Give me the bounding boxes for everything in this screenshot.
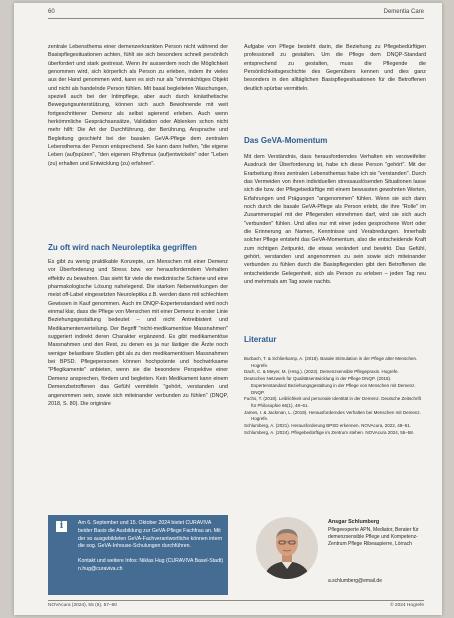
info-contact: Kontakt und weitere Infos: Niklas Hug (CURAVIVA Basel-Stadt) n.hug@curaviva.ch xyxy=(78,558,224,572)
page-number: 60 xyxy=(48,9,55,15)
section-heading-geva-momentum: Das GeVA-Momentum xyxy=(244,136,328,145)
literature-heading: Literatur xyxy=(244,335,277,344)
info-text: Am 6. September und 15. Oktober 2024 bietet CURAVIVA beider Basis die Ausbildung zur GeVA-Pflege Fachfrau an. Mit der so ausgebildeten GeVA-Fachverantwortliche können intern die sog. GeVA-Inhouse-Schulungen durchführen. xyxy=(78,520,223,550)
reference-item: James, I. & Jackman, L. (2019). Herausforderndes Verhalten bei Menschen mit Demenz. Hogrefe. xyxy=(244,409,421,422)
section-heading-neuroleptika: Zu oft wird nach Neuroleptika gegriffen xyxy=(48,243,197,252)
reference-item: Deutsches Netzwerk für Qualitätsentwicklung in der Pflege DNQP. (2018). Expertenstandard Beziehungsgestaltung in der Pflege von Menschen mit Demenz. DNQP. xyxy=(244,376,416,395)
reference-item: Schlumberg, A. (2021). Herausforderung BPSD erkennen. NOVAcura, 2022, 48–51. xyxy=(244,423,412,429)
reference-item: Dach, C. & Meyer, M. (Hrsg.). (2023). Demenzsensible Pflegepraxis. Hogrefe. xyxy=(244,369,399,375)
author-email[interactable]: a.schlumberg@email.de xyxy=(328,578,382,584)
author-affiliation: Pflegeexperte APN, Mediator, Berater für demenzsensible Pflege und Kompetenz-Zentrum Pflege Ribeaupierre, Lörrach xyxy=(328,527,419,548)
reference-list xyxy=(244,356,426,436)
reference-item: Burbach, T. & Schlierkamp, A. (2018). Basale Stimulation in der Pflege alter Menschen. Hogrefe. xyxy=(244,356,418,368)
info-box xyxy=(48,515,228,595)
reference-item: Fuchs, T. (2018). Leiblichkeit und personale Identität in der Demenz. Deutsche Zeitschrift für Philosophie 66(1), 48–61. xyxy=(244,396,422,408)
body-paragraph: Mit dem Verständnis, dass herausforderndes Verhalten ein verzweifelter Ausdruck der Überforderung ist, habe ich diese Person "gehört". Mit der Erarbeitung ihres zentralen Lebensthemas habe ich sie "verstanden". Durch das Vermeiden von ihren individuellen stressauslösenden Situationen lasse sich die bzw. der Pflegebedürftige mit einem bewussten gewohnten Werten, Erfahrungen und Prägungen "angenommen" fühlen. Wenn sie sich dann noch durch die basale GeVA-Pflege als Person erlebt, die ihre "Rolle" im Zusammenspiel mit der Pflegenden einnehmen darf, wird sie sich auch "verbunden" fühlen. Und alles nur mit einer jedes gesprochene Wort oder die Erinnerung an Namen, Kenntnisse und Verabredungen. Innerhalb solcher Pflege entsteht das GeVA-Momentum, also die entscheidende Kraft zum richtigen Zeitpunkt, die etwas verändert und bewirkt. Das Gefühl, gehört, verstanden und angenommen zu sein sowie sich miteinander verbunden zu fühlen durch die Basispflegenden gibt den Betroffenen die entscheidende Gelegenheit, sich als Person zu erleben – jeden Tag neu und mehrmals am Tag sowie nachts. xyxy=(244,154,426,286)
body-paragraph: Aufgabe von Pflege besteht darin, die Beziehung zu Pflegebedürftigen professionell zu gestalten. Um die Pflege dem DNQP-Standard entsprechend zu gestalten, muss die Pflegende die Persönlichkeitsgeschichte des Gegenübers kennen und dies ganz besonders in den alltäglichen Basispflegesituationen für die Betroffenen deutlich spürbar vermitteln. xyxy=(244,44,426,92)
author-name: Ansgar Schlumberg xyxy=(328,519,380,525)
page-header xyxy=(48,8,424,19)
footer-citation: NOVAcura (2024), 55 (6), 57–60 xyxy=(48,603,117,608)
body-paragraph: zentrale Lebensthema einer demenzerkrankten Person nicht während der Basispflegesituationen achten, fühlt sie sich besonders schnell persönlich überfordert und stark gestresst. Wenn ihr ausserdem noch die Möglichkeit genommen wird, sich körperlich als Person zu erleben, indem ihr vieles aus der Hand genommen wird, kann es sich nur als "ohnmächtiges Objekt und nicht als handelnde Person fühlen. Mit basal begleiteten Waschungen, speziell auch bei der Intimpflege, aber auch durch kinästhetische Bewegungsunterstützung, können sich auch Bewohnende mit weit fortgeschrittener Demenz als selbst agierend erleben. Auch wenn herkömmliche Gesprächsansätze, Validation oder Ablenken schon nicht mehr hilft: Die Art der Durchführung, der Berührung, Ansprache und Begleitung geschieht bei der basalen GeVA-Pflege dem zentralen Lebensthema der Person entsprechend. Sie kann dann helfen, "die eigene Leben (auf)spüren", "den eigenen Rhythmus (auf)entwickeln" oder "Leben (zu) erhalten und Entwicklung (zu) erfahren". xyxy=(48,44,228,167)
body-paragraph: Es gibt zu wenig praktikable Konzepte, um Menschen mit einer Demenz vor Überforderung und Stress bzw. vor herausforderndem Verhalten effektiv zu bewahren. Das sieht für viele die medizinische Schiene und eine pharmakologische Lösung nahelegend. Die starken Nebenwirkungen der meist off-Label eingesetzten Neuroleptika z.B. werden dann mit schlechtem Gewissen in Kauf genommen. Auch im DNQP-Expertenstandard wird noch einmal klar, dass die Pflege von Menschen mit einer Demenz in erster Linie Beziehungsgestaltung bedeutet – und nicht Antreibistent und Medikamentenverteilung. Der Begriff "nicht-medikamentöse Massnahmen" suggeriert indirekt deren Charakter ergänzend. Es gibt medikamentöse Massnahmen und den Rest, zu denen es ja nur lästiger die Ärzte noch weniger belastbare Studien gibt als zu den medikamentösen Massnahmen bei BPSD. Pflegepersonen können hochpotente und hochwirksame "Pflegikamente" anbieten, wenn sie die besondere Perspektive einer Demenz ansprechen, fördern und begleiten. Kein Medikament kann einem Demenzbetroffenen das Gefühl vermitteln "gehört, verstanden und angenommen sein, sowie sich miteinander verbunden zu fühlen" (DNQP, 2018, S. 80). Die originäre xyxy=(48,259,228,407)
author-box xyxy=(242,515,426,595)
section-title: Dementia Care xyxy=(383,9,424,15)
page-footer xyxy=(48,600,424,610)
author-photo xyxy=(256,517,318,579)
footer-copyright: © 2024 Hogrefe xyxy=(390,603,424,608)
magazine-page xyxy=(14,3,442,615)
info-icon: i xyxy=(56,521,67,532)
reference-item: Schlumberg, A. (2024). Pflegebedürftige im Zentrum stehen. NOVAcura 2024, 55–58. xyxy=(244,429,415,435)
